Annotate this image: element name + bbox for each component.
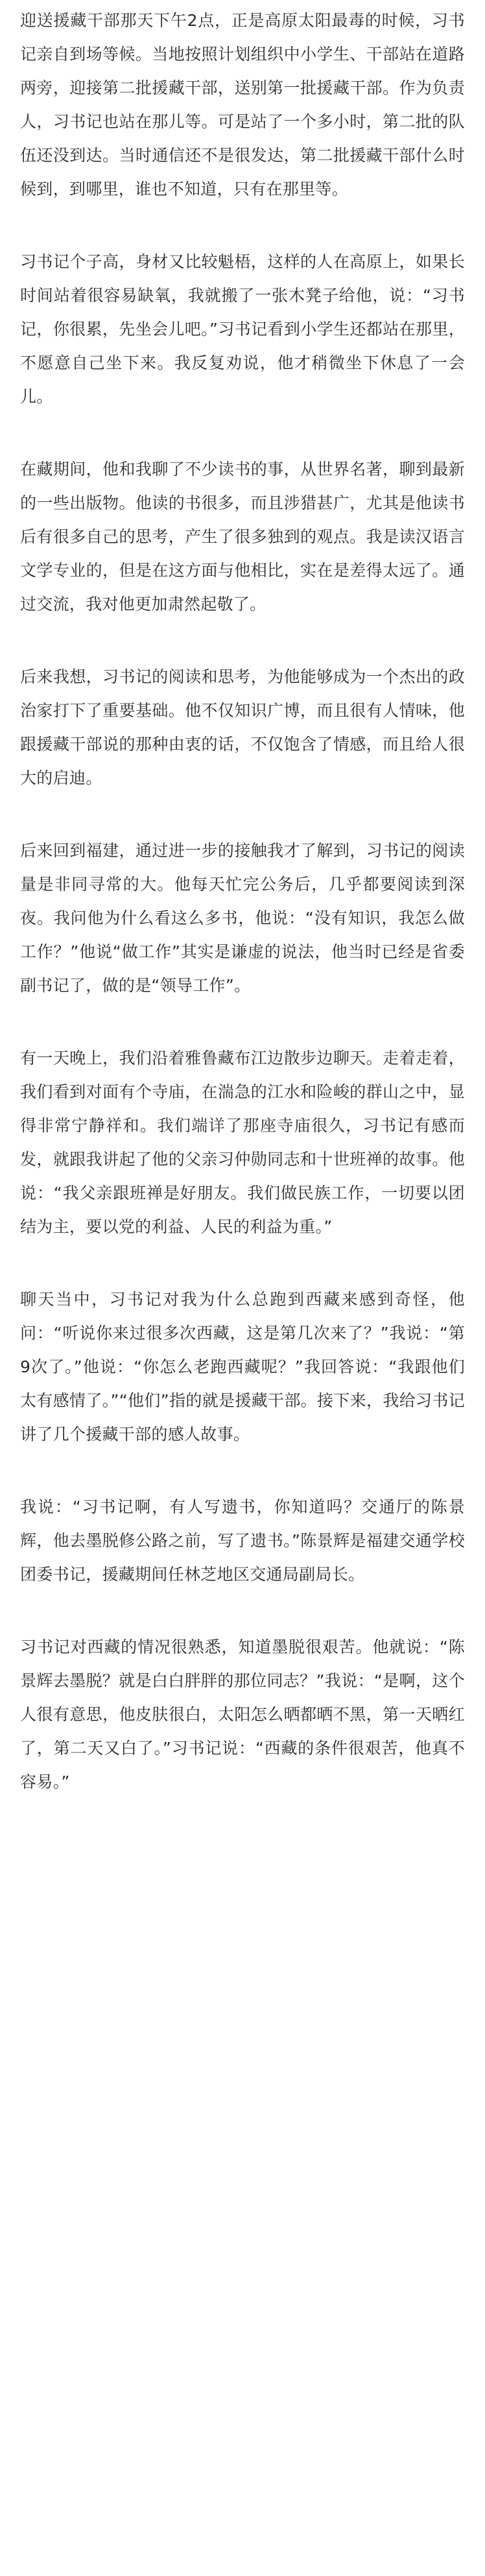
- paragraph-2: 习书记个子高，身材又比较魁梧，这样的人在高原上，如果长时间站着很容易缺氧，我就搬了一张木凳子给他，说：“习书记，你很累，先坐会儿吧。”习书记看到小学生还都站在那里，不愿意自己坐下来。我反复劝说，他才稍微坐下休息了一会儿。: [20, 252, 465, 406]
- article-body: [20, 4, 465, 1799]
- paragraph-6: 有一天晚上，我们沿着雅鲁藏布江边散步边聊天。走着走着，我们看到对面有个寺庙，在湍急的江水和险峻的群山之中，显得非常宁静祥和。我们端详了那座寺庙很久，习书记有感而发，就跟我讲起了他的父亲习仲勋同志和十世班禅的故事。他说：“我父亲跟班禅是好朋友。我们做民族工作，一切要以团结为主，要以党的利益、人民的利益为重。”: [20, 1049, 465, 1236]
- paragraph-3: 在藏期间，他和我聊了不少读书的事，从世界名著，聊到最新的一些出版物。他读的书很多，而且涉猎甚广，尤其是他读书后有很多自己的思考，产生了很多独到的观点。我是读汉语言文学专业的，但是在这方面与他相比，实在是差得太远了。通过交流，我对他更加肃然起敬了。: [20, 460, 465, 614]
- paragraph-4: 后来我想，习书记的阅读和思考，为他能够成为一个杰出的政治家打下了重要基础。他不仅知识广博，而且很有人情味，他跟援藏干部说的那种由衷的话，不仅饱含了情感，而且给人很大的启迪。: [20, 667, 465, 787]
- paragraph-9: 习书记对西藏的情况很熟悉，知道墨脱很艰苦。他就说：“陈景辉去墨脱？就是白白胖胖的那位同志？”我说：“是啊，这个人很有意思，他皮肤很白，太阳怎么晒都晒不黑，第一天晒红了，第二天又白了。”习书记说：“西藏的条件很艰苦，他真不容易。”: [20, 1638, 465, 1791]
- paragraph-7: 聊天当中，习书记对我为什么总跑到西藏来感到奇怪，他问：“听说你来过很多次西藏，这是第几次来了？”我说：“第9次了。”他说：“你怎么老跑西藏呢？”我回答说：“我跟他们太有感情了。”“他们”指的就是援藏干部。接下来，我给习书记讲了几个援藏干部的感人故事。: [20, 1290, 465, 1444]
- paragraph-1: 迎送援藏干部那天下午2点，正是高原太阳最毒的时候，习书记亲自到场等候。当地按照计划组织中小学生、干部站在道路两旁，迎接第二批援藏干部，送别第一批援藏干部。作为负责人，习书记也站在那儿等。可是站了一个多小时，第二批的队伍还没到达。当时通信还不是很发达，第二批援藏干部什么时候到，到哪里，谁也不知道，只有在那里等。: [20, 11, 465, 198]
- paragraph-5: 后来回到福建，通过进一步的接触我才了解到，习书记的阅读量是非同寻常的大。他每天忙完公务后，几乎都要阅读到深夜。我问他为什么看这么多书，他说：“没有知识，我怎么做工作？”他说“做工作”其实是谦虚的说法，他当时已经是省委副书记了，做的是“领导工作”。: [20, 841, 465, 995]
- paragraph-8: 我说：“习书记啊，有人写遗书，你知道吗？交通厅的陈景辉，他去墨脱修公路之前，写了遗书。”陈景辉是福建交通学校团委书记，援藏期间任林芝地区交通局副局长。: [20, 1497, 465, 1584]
